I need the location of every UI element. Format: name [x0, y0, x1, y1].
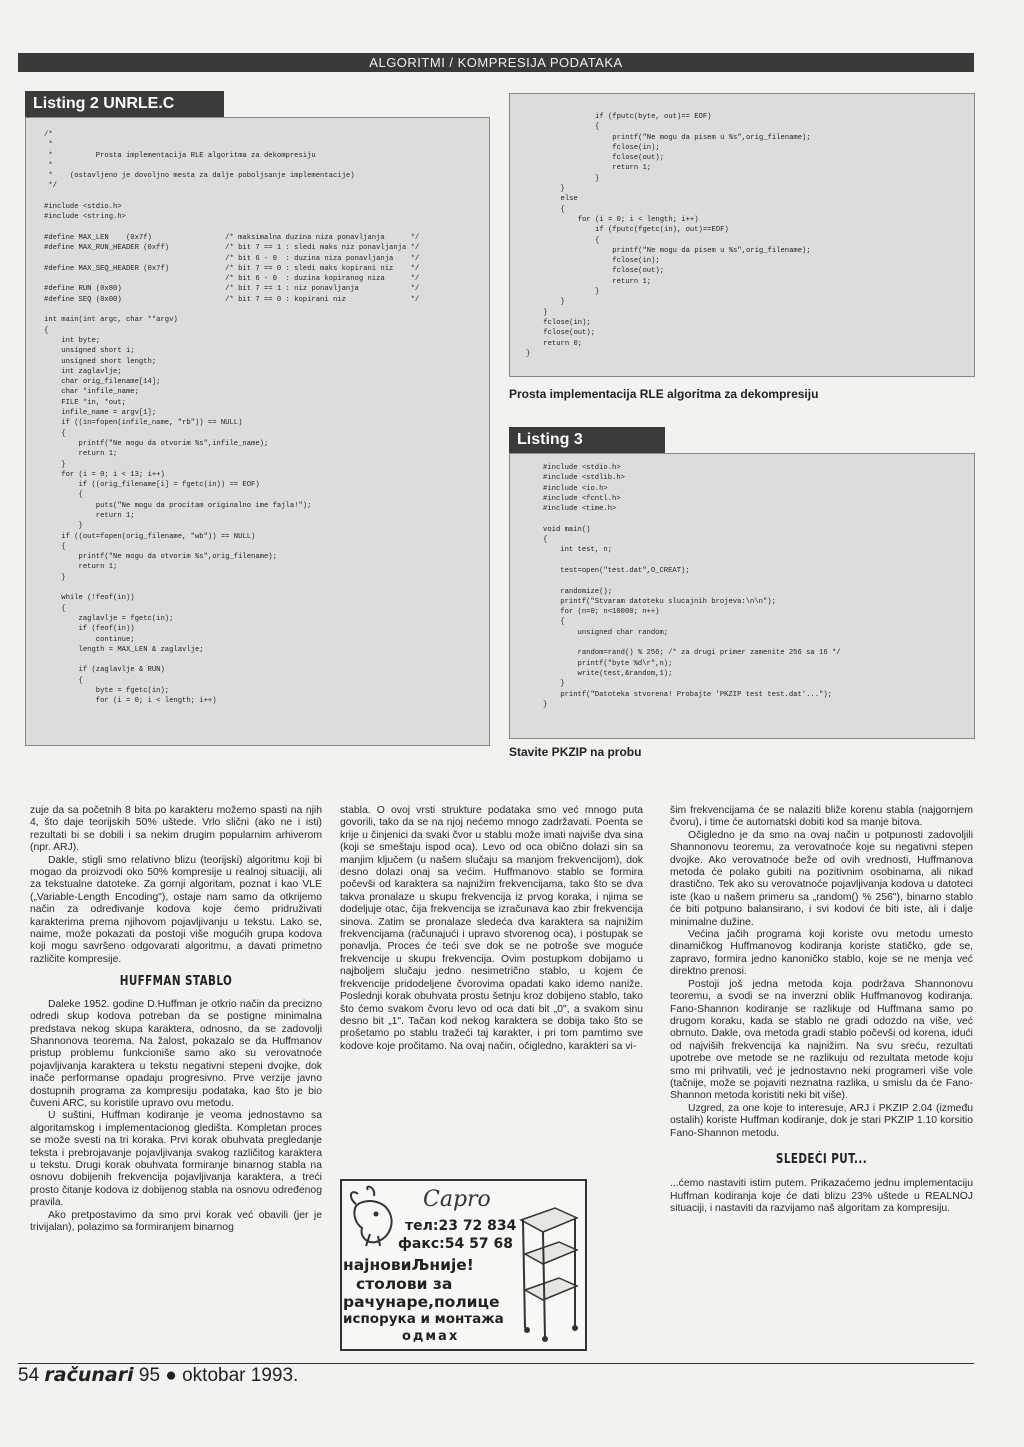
listing2-code-right	[509, 93, 975, 377]
listing3-caption: Stavite PKZIP na probu	[509, 745, 642, 759]
paragraph: Očigledno je da smo na ovaj način u potpunosti zadovoljili Shannonovu teoremu, za verovatnoće koje su negativni stepen dvojke. Ako verovatnoće beže od ovih vrednosti, Huffmanova metoda će polako gubiti na pozitivnim osobinama, ali nikad drastično. Tek ako su verovatnoće pojavljivanja kodova u datoteci iste (kao u našem primeru sa „random() % 256"), binarno stablo će biti potpuno balansirano, i svi kodovi će biti iste, ali i dalje minimalne dužine.	[670, 829, 973, 928]
paragraph: Uzgred, za one koje to interesuje, ARJ i PKZIP 2.04 (između ostalih) koriste Huffman kodiranje, dok je stari PKZIP 1.10 korsitio Fano-Shannon metodu.	[670, 1102, 973, 1139]
paragraph: U suštini, Huffman kodiranje je veoma jednostavno sa algoritamskog i implementacionog gledišta. Kompletan proces se može svesti na tri koraka. Prvi korak obuhvata pregledanje teksta i prebrojavanje pojavljivanja svakog različitog karaktera u tekstu. Drugi korak obuhvata formiranje binarnog stabla na osnovu dobijenih frekvencija pojavljivanja karaktera, a treći prosto čitanje kodova iz dobijenog stabla na osnovu određenog pravila.	[30, 1110, 322, 1209]
ad-text-line: рачунаре,полице	[343, 1293, 500, 1311]
code-text: if (fputc(byte, out)== EOF) { printf("Ne mogu da pisem u %s",orig_filename); fclose(in); fclose(out); return 1; } } else { for (i = 0; i < length; i++) if (fputc(fgetc(in), out)==EOF) { printf("Ne mogu da pisem u %s",orig_filename); fclose(in); fclose(out); return 1; } } } fclose(in); fclose(out); return 0; }	[526, 113, 811, 358]
article-column-3	[670, 805, 973, 1216]
ad-phone: тел:23 72 834	[405, 1218, 517, 1234]
paragraph: ...ćemo nastaviti istim putem. Prikazaćemo jednu implementaciju Huffman kodiranja koje će dati blizu 23% uštede u REALNOJ situaciji, i nastaviti da razvijamo naš algoritam za kompresiju.	[670, 1178, 973, 1215]
goat-logo-icon	[346, 1184, 406, 1248]
issue-date: oktobar 1993.	[182, 1365, 299, 1386]
section-heading-next: SLEDEĆI PUT...	[775, 1151, 868, 1167]
paragraph: Ako pretpostavimo da smo prvi korak već obavili (jer je trivijalan), polazimo sa formiranjem binarnog	[30, 1209, 322, 1233]
section-header: ALGORITMI / KOMPRESIJA PODATAKA	[18, 53, 974, 72]
page-footer	[18, 1364, 298, 1387]
issue-number: 95	[138, 1365, 161, 1386]
ad-text-line: одмах	[402, 1329, 460, 1344]
ad-text-line: испорука и монтажа	[343, 1311, 504, 1327]
listing3-code	[509, 453, 975, 739]
magazine-name: računari	[44, 1364, 134, 1386]
paragraph: Daleke 1952. godine D.Huffman je otkrio način da precizno odredi skup kodova potreban da se postigne minimalna predstava nekog skupa karaktera, odnosno, da se zadovolji Shannonova teorema. Na žalost, pokazalo se da Huffmanov pristup problemu funkcioniše samo ako su verovatnoće pojavljivanja karaktera u tekstu negativni stepeni dvojke, dok inače performanse opadaju progresivno. Prve verzije javno dostupnih programa za kompresiju podataka, kao što je bio čuveni ARC, su koristile upravo ovu metodu.	[30, 998, 322, 1109]
paragraph: Postoji još jedna metoda koja podržava Shannonovu teoremu, a svodi se na inverzni oblik Huffmanovog kodiranja. Fano-Shannon kodiranje se razlikuje od Huffmana samo po drugom koraku, kada se stablo ne gradi odozdo na više, već obrnuto. Dakle, ova metoda gradi stablo počevši od korena, idući od najviših frekvencija ka najnižim. Na svu sreću, rezultati upotrebe ove metode se ne razlikuju od rezultata metode koju smo mi prihvatili, već je jednostavno neki programeri više vole (tačnije, može se pojaviti neznatna razlika, u smislu da će Fano-Shannon metoda koristiti neki bit više).	[670, 978, 973, 1102]
ad-brand: Capro	[423, 1187, 491, 1212]
ad-fax: факс:54 57 68	[398, 1236, 513, 1252]
paragraph: Većina jačih programa koji koriste ovu metodu umesto dinamičkog Huffmanovog kodiranja koriste statičko, gde se, zapravo, formira jedno kanoničko stablo, koje se ne menja već direktno prenosi.	[670, 929, 973, 978]
listing3-title: Listing 3	[509, 427, 665, 453]
paragraph: šim frekvencijama će se nalaziti bliže korenu stabla (najgornjem čvoru), i time će automatski dobiti kod sa manje bitova.	[670, 805, 973, 829]
section-heading-huffman: HUFFMAN STABLO	[119, 974, 233, 990]
code-text: /* * * Prosta implementacija RLE algoritma za dekompresiju * * (ostavljeno je dovoljno mesta za dalje poboljsanje implementacije) */ #include <stdio.h> #include <string.h> #define MAX_LEN (0x7f) /* maksimalna duzina niza ponavljanja */ #define MAX_RUN_HEADER (0xff) /* bit 7 == 1 : sledi maks niz ponavljanja */ /* bit 6 - 0 : duzina niza ponavljanja */ #define MAX_SEQ_HEADER (0x7f) /* bit 7 == 0 : sledi maks kopirani niz */ /* bit 6 - 0 : duzina kopiranog niza */ #define RUN (0x80) /* bit 7 == 1 : niz ponavljanja */ #define SEQ (0x00) /* bit 7 == 0 : kopirani niz */ int main(int argc, char **argv) { int byte; unsigned short i; unsigned short length; int zaglavlje; char orig_filename[14]; char *infile_name; FILE *in, *out; infile_name = argv[1]; if ((in=fopen(infile_name, "rb")) == NULL) { printf("Ne mogu da otvorim %s",infile_name); return 1; } for (i = 0; i < 13; i++) if ((orig_filename[i] = fgetc(in)) == EOF) { puts("Ne mogu da procitam originalno ime fajla!"); return 1; } if ((out=fopen(orig_filename, "wb")) == NULL) { printf("Ne mogu da otvorim %s",orig_filename); return 1; } while (!feof(in)) { zaglavlje = fgetc(in); if (feof(in)) continue; length = MAX_LEN & zaglavlje; if (zaglavlje & RUN) { byte = fgetc(in); for (i = 0; i < length; i++)	[44, 131, 420, 706]
page-number: 54	[18, 1365, 40, 1386]
ad-text-line: најновиЉније!	[343, 1256, 474, 1274]
computer-desk-icon	[515, 1198, 581, 1344]
ad-text-line: столови за	[356, 1275, 453, 1293]
listing2-caption: Prosta implementacija RLE algoritma za dekompresiju	[509, 387, 819, 401]
bullet-icon: ●	[165, 1365, 177, 1386]
article-column-2	[340, 805, 643, 1053]
code-text: #include <stdio.h> #include <stdlib.h> #include <io.h> #include <fcntl.h> #include <time.h> void main() { int test, n; test=open("test.dat",O_CREAT); randomize(); printf("Stvaram datoteku slucajnih brojeva:\n\n"); for (n=0; n<10000; n++) { unsigned char random; random=rand() % 256; /* za drugi primer zamenite 256 sa 16 */ printf("byte %d\r",n); write(test,&random,1); } printf("Datoteka stvorena! Probajte 'PKZIP test test.dat'..."); }	[543, 464, 841, 709]
listing2-title: Listing 2 UNRLE.C	[25, 91, 224, 117]
paragraph: zuje da sa početnih 8 bita po karakteru možemo spasti na njih 4, što daje teorijskih 50% uštede. Vrlo slični (ako ne i isti) rezultati bi se dobili i sa nekim drugim popularnim arhiverom (npr. ARJ).	[30, 805, 322, 854]
paragraph: Dakle, stigli smo relativno blizu (teorijski) algoritmu koji bi mogao da proizvodi oko 50% kompresije u realnoj situaciji, ali za tekstualne datoteke. Za gornji algoritam, poznat i kao VLE („Variable-Length Encoding"), ostaje nam samo da otkrijemo način za određivanje kodova koje ćemo pridruživati karakterima prema njihovom pojavljivanju u tekstu. Lako se, naime, može pokazati da postoji više mogućih grupa kodova koji mogu savršeno odgovarati algoritmu, a davati primetno različite kompresije.	[30, 854, 322, 965]
article-column-1	[30, 805, 322, 1234]
listing2-code-left	[25, 117, 490, 746]
paragraph: stabla. O ovoj vrsti strukture podataka smo već mnogo puta govorili, tako da se na njoj nećemo mnogo zadržavati. Poenta se krije u činjenici da svaki čvor u stablu može imati najviše dva sina (koji se smeštaju ispod oca). Levo od oca obično dolazi sin sa manjim ključem (u našem slučaju sa manjom frekvencijom), dok desno dolazi onaj sa većim. Huffmanovo stablo se formira počevši od karaktera sa najnižim frekvencijama, tako što se dva takva pronalaze u skupu frekvencija iz prvog koraka, i njima se dodeljuje otac, čija frekvencija se izračunava kao zbir frekvencija sinova. Zatim se pronalaze sledeća dva karaktera sa najnižim frekvencijama (računajući i upravo stvorenog oca), i postupak se ponavlja. Proces će teći sve dok se ne potroše sve moguće frekvencije u skupu frekvencija. Ovim postupkom dobijamo u najboljem slučaju jedno nesimetrično stablo, u kojem će frekvencije pridodeljene čvorovima opadati kako idemo naniže. Poslednji korak obuhvata prostu šetnju kroz dobijeno stablo, tako što ćemo svakom čvoru levo od oca dati bit „0", a svakom sinu desno bit „1". Tačan kod nekog karaktera se dobija tako što se prošetamo po stablu tražeći taj karakter, i pri tom pamtimo sve kodove koje pročitamo. Na ovaj način, očigledno, karakteri sa vi-	[340, 805, 643, 1052]
